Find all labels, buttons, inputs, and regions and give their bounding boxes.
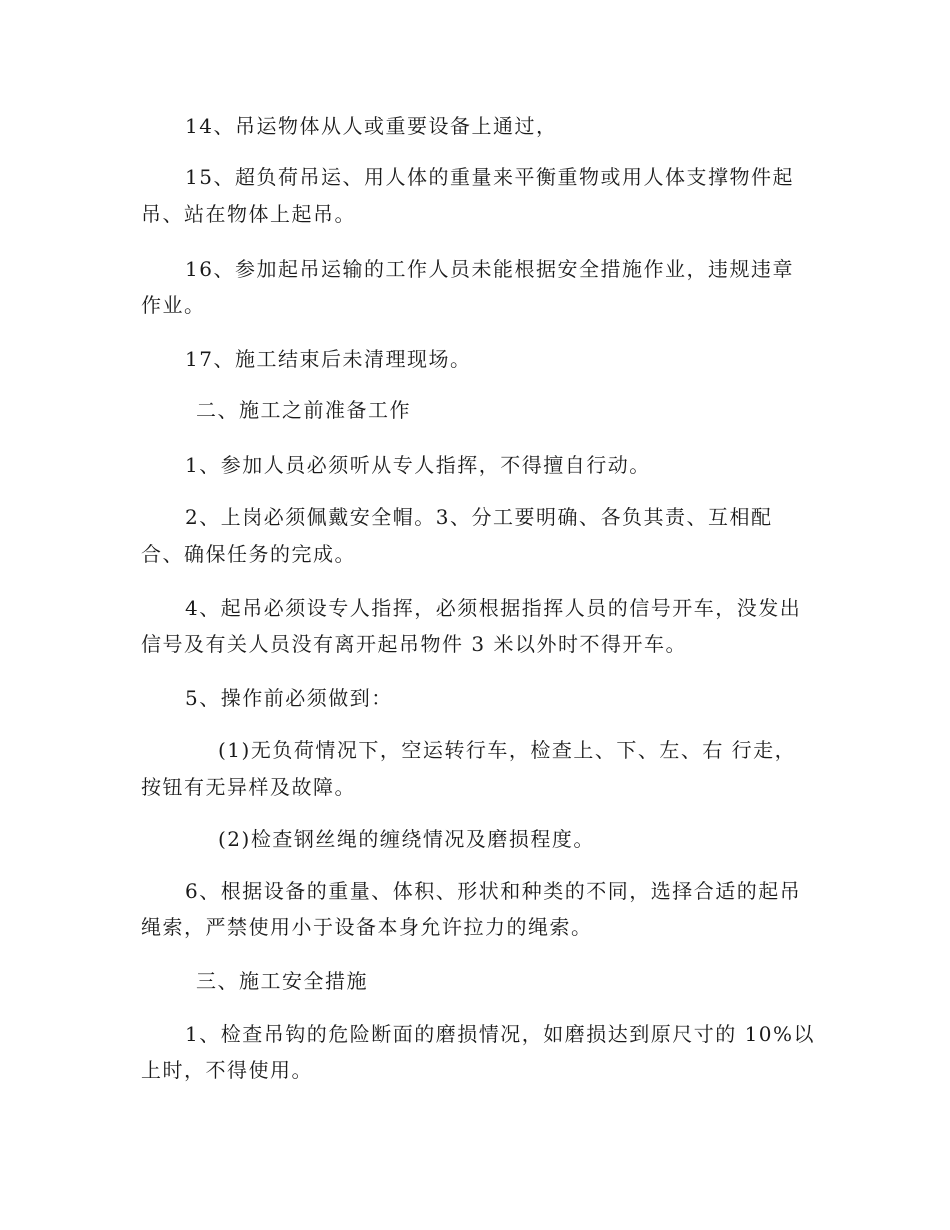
- safety-item-1-line-1: 1、检查吊钩的危险断面的磨损情况，如磨损达到原尺寸的 10%以: [185, 1022, 816, 1046]
- prep-item-5-sub-1-line-2: 按钮有无异样及故障。: [141, 775, 356, 799]
- prep-item-6-line-2: 绳索，严禁使用小于设备本身允许拉力的绳索。: [141, 915, 593, 939]
- item-14-line-1: 14、吊运物体从人或重要设备上通过，: [185, 114, 558, 138]
- prep-item-1: 1、参加人员必须听从专人指挥，不得擅自行动。: [185, 453, 651, 477]
- prep-item-5-sub-2: (2)检查钢丝绳的缠绕情况及磨损程度。: [218, 827, 595, 851]
- prep-item-4-line-2: 信号及有关人员没有离开起吊物件 3 米以外时不得开车。: [141, 632, 687, 656]
- prep-item-2-line-2: 合、确保任务的完成。: [141, 542, 356, 566]
- section-heading-3: 三、施工安全措施: [196, 969, 368, 993]
- section-heading-2: 二、施工之前准备工作: [196, 398, 411, 422]
- prep-item-5: 5、操作前必须做到：: [185, 686, 393, 710]
- item-15-line-2: 吊、站在物体上起吊。: [141, 202, 356, 226]
- prep-item-4-line-1: 4、起吊必须设专人指挥，必须根据指挥人员的信号开车，没发出: [185, 596, 802, 620]
- safety-item-1-line-2: 上时，不得使用。: [141, 1058, 313, 1082]
- item-17-line-1: 17、施工结束后未清理现场。: [185, 347, 472, 371]
- prep-item-5-sub-1-line-1: (1)无负荷情况下，空运转行车，检查上、下、左、右 行走，: [218, 738, 797, 762]
- prep-item-2-line-1: 2、上岗必须佩戴安全帽。3、分工要明确、各负其责、互相配: [185, 505, 773, 529]
- item-15-line-1: 15、超负荷吊运、用人体的重量来平衡重物或用人体支撑物件起: [185, 165, 794, 189]
- item-16-line-1: 16、参加起吊运输的工作人员未能根据安全措施作业，违规违章: [185, 257, 794, 281]
- item-16-line-2: 作业。: [141, 293, 206, 317]
- prep-item-6-line-1: 6、根据设备的重量、体积、形状和种类的不同，选择合适的起吊: [185, 879, 802, 903]
